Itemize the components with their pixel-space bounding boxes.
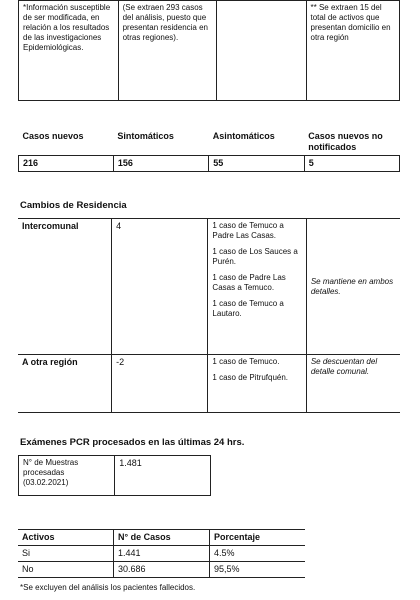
pcr-value: 1.481	[115, 456, 211, 496]
pcr-title: Exámenes PCR procesados en las últimas 24 hrs.	[20, 437, 245, 448]
info-note-cell: *Información susceptible de ser modificada, en relación a los resultados de las investigaciones Epidemiológicas.	[19, 1, 119, 101]
row-inactive-label: No	[18, 562, 113, 578]
header-unnotified: Casos nuevos no notificados	[304, 129, 399, 156]
list-item: 1 caso de Los Sauces a Purén.	[212, 247, 298, 266]
extracted-cases-cell: (Se extraen 293 casos del análisis, puesto que presentan residencia en otras regiones).	[118, 1, 216, 101]
empty-cell	[216, 1, 306, 101]
other-region-note: Se descuentan del detalle comunal.	[306, 355, 400, 413]
table-row	[18, 546, 305, 562]
table-header-row	[19, 129, 400, 156]
list-item: 1 caso de Padre Las Casas a Temuco.	[212, 273, 286, 292]
value-unnotified: 5	[304, 156, 399, 172]
other-region-details	[208, 355, 306, 413]
footnote: *Se excluyen del análisis los pacientes fallecidos.	[20, 583, 196, 592]
header-active: Activos	[18, 530, 113, 546]
header-percentage: Porcentaje	[209, 530, 305, 546]
row-active-percentage: 4.5%	[209, 546, 305, 562]
header-count: N° de Casos	[113, 530, 209, 546]
header-asymptomatic: Asintomáticos	[209, 129, 304, 156]
intercomunal-count: 4	[112, 219, 208, 355]
table-header-row	[18, 530, 305, 546]
list-item: 1 caso de Temuco a Lautaro.	[212, 299, 284, 318]
active-cases-table	[18, 529, 305, 578]
row-inactive-percentage: 95,5%	[209, 562, 305, 578]
row-active-label: Si	[18, 546, 113, 562]
intercomunal-note: Se mantiene en ambos detalles.	[306, 219, 400, 355]
header-symptomatic: Sintomáticos	[113, 129, 208, 156]
list-item: 1 caso de Temuco a Padre Las Casas.	[212, 221, 284, 240]
row-active-count: 1.441	[113, 546, 209, 562]
active-extracted-cell: ** Se extraen 15 del total de activos que presentan domicilio en otra región	[306, 1, 400, 101]
header-new-cases: Casos nuevos	[19, 129, 114, 156]
table-row	[18, 219, 400, 355]
pcr-label: N° de Muestras procesadas (03.02.2021)	[19, 456, 115, 496]
table-row	[19, 456, 211, 496]
value-asymptomatic: 55	[209, 156, 304, 172]
pcr-table	[18, 455, 211, 496]
value-new-cases: 216	[19, 156, 114, 172]
other-region-label: A otra región	[18, 355, 112, 413]
residence-table	[18, 218, 400, 413]
value-symptomatic: 156	[113, 156, 208, 172]
intercomunal-label: Intercomunal	[18, 219, 112, 355]
residence-title: Cambios de Residencia	[20, 200, 127, 211]
list-item: 1 caso de Pitrufquén.	[212, 373, 289, 382]
top-info-table	[18, 0, 400, 101]
table-row	[18, 355, 400, 413]
list-item: 1 caso de Temuco.	[212, 357, 280, 366]
intercomunal-details	[208, 219, 306, 355]
table-row	[19, 156, 400, 172]
table-row	[18, 562, 305, 578]
row-inactive-count: 30.686	[113, 562, 209, 578]
other-region-count: -2	[112, 355, 208, 413]
new-cases-table	[18, 129, 400, 172]
